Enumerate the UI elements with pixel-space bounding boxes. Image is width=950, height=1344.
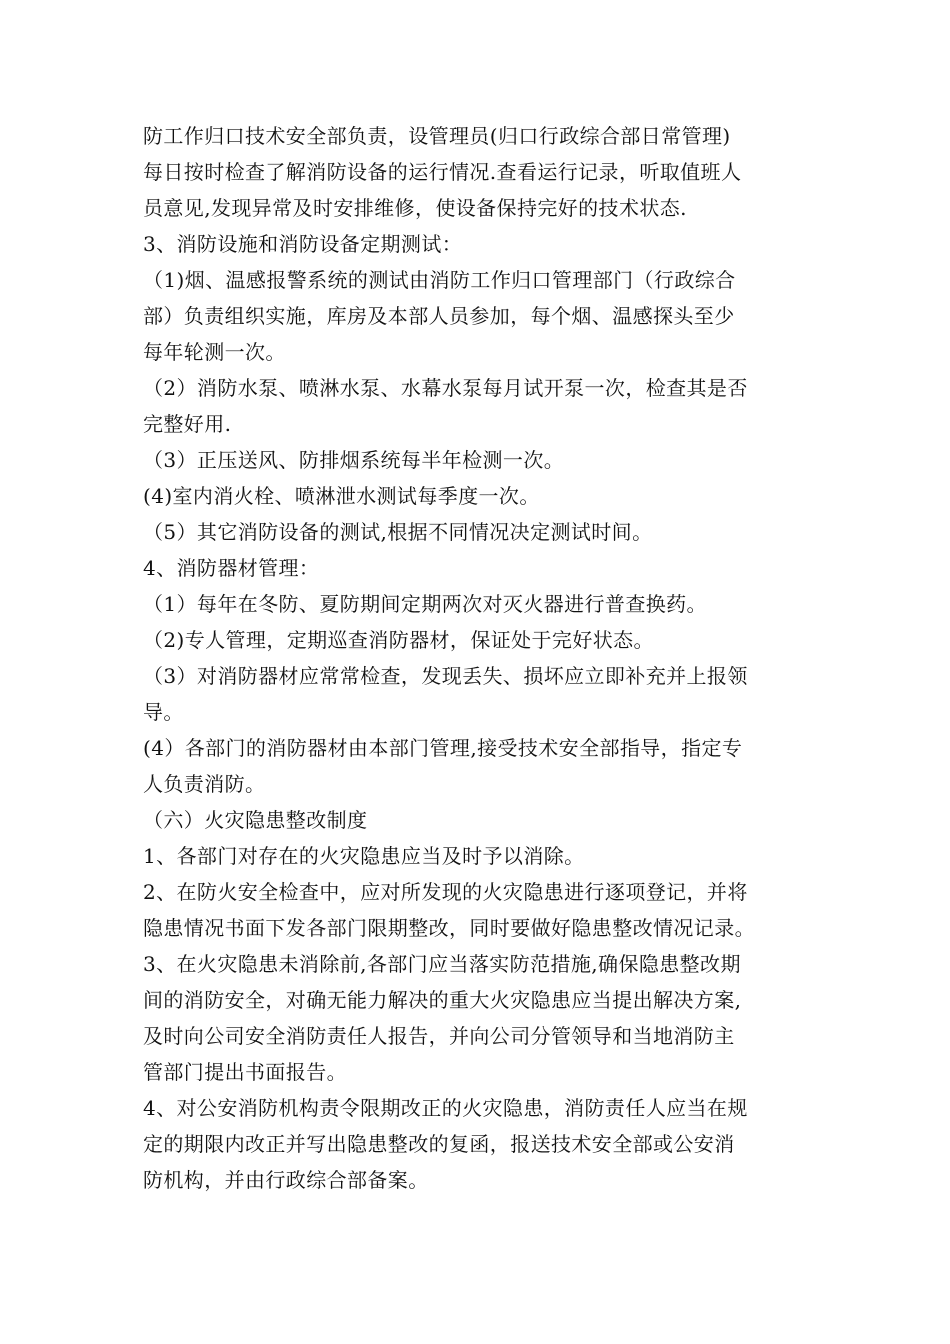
text-line: 管部门提出书面报告。: [143, 1060, 347, 1084]
section-heading-4: 4、消防器材管理：: [143, 556, 320, 580]
section-heading-3: 3、消防设施和消防设备定期测试：: [143, 232, 463, 256]
text-line: （3）对消防器材应常常检查，发现丢失、损坏应立即补充并上报领: [143, 664, 748, 688]
text-line: （3）正压送风、防排烟系统每半年检测一次。: [143, 448, 565, 472]
text-line: (4)室内消火栓、喷淋泄水测试每季度一次。: [143, 484, 540, 508]
text-line: 导。: [143, 700, 184, 724]
text-line: （5）其它消防设备的测试,根据不同情况决定测试时间。: [143, 520, 653, 544]
text-line: 部）负责组织实施，库房及本部人员参加，每个烟、温感探头至少: [143, 304, 735, 328]
text-line: 员意见,发现异常及时安排维修，使设备保持完好的技术状态.: [143, 196, 687, 220]
text-line: 隐患情况书面下发各部门限期整改，同时要做好隐患整改情况记录。: [143, 916, 755, 940]
text-line: （1)烟、温感报警系统的测试由消防工作归口管理部门（行政综合: [143, 268, 736, 292]
text-line: 完整好用.: [143, 412, 232, 436]
text-line: 1、各部门对存在的火灾隐患应当及时予以消除。: [143, 844, 585, 868]
text-line: 间的消防安全，对确无能力解决的重大火灾隐患应当提出解决方案,: [143, 988, 742, 1012]
text-line: 2、在防火安全检查中，应对所发现的火灾隐患进行逐项登记，并将: [143, 880, 748, 904]
text-line: 及时向公司安全消防责任人报告，并向公司分管领导和当地消防主: [143, 1024, 735, 1048]
text-line: （2）消防水泵、喷淋水泵、水幕水泵每月试开泵一次，检查其是否: [143, 376, 748, 400]
text-line: 3、在火灾隐患未消除前,各部门应当落实防范措施,确保隐患整改期: [143, 952, 741, 976]
text-line: 防工作归口技术安全部负责，设管理员(归口行政综合部日常管理): [143, 124, 731, 148]
section-heading-6: （六）火灾隐患整改制度: [143, 808, 368, 832]
text-line: 每年轮测一次。: [143, 340, 286, 364]
text-line: 4、对公安消防机构责令限期改正的火灾隐患，消防责任人应当在规: [143, 1096, 748, 1120]
text-line: （1）每年在冬防、夏防期间定期两次对灭火器进行普查换药。: [143, 592, 707, 616]
text-line: 定的期限内改正并写出隐患整改的复函，报送技术安全部或公安消: [143, 1132, 735, 1156]
text-line: 每日按时检查了解消防设备的运行情况.查看运行记录，听取值班人: [143, 160, 742, 184]
document-body: [143, 118, 823, 1198]
text-line: (4）各部门的消防器材由本部门管理,接受技术安全部指导，指定专: [143, 736, 743, 760]
text-line: 防机构，并由行政综合部备案。: [143, 1168, 429, 1192]
text-line: （2)专人管理，定期巡查消防器材，保证处于完好状态。: [143, 628, 654, 652]
text-line: 人负责消防。: [143, 772, 266, 796]
